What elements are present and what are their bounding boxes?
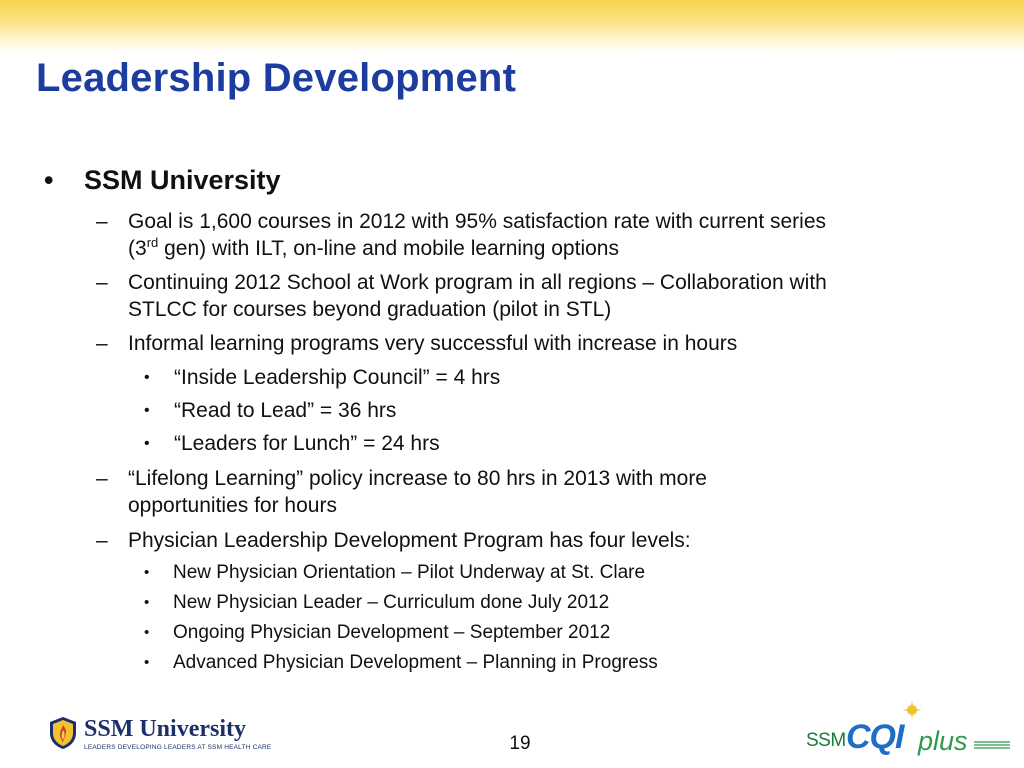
ssm-cqi-plus-logo (806, 700, 1010, 756)
logo-ssm-text: SSM (806, 730, 846, 751)
subbullet-lifelong (96, 465, 996, 519)
informal-item-text: “Leaders for Lunch” = 24 hrs (174, 432, 440, 455)
subbullet-goal (96, 208, 996, 262)
page-number: 19 (509, 733, 531, 754)
subbullet-text: Informal learning programs very successful with increase in hours (128, 332, 738, 355)
bullet-marker: • (144, 402, 150, 419)
bullet-marker: • (144, 654, 150, 671)
subbullet-text (128, 465, 996, 519)
physician-item (144, 561, 645, 585)
logo-tagline: LEADERS DEVELOPING LEADERS AT SSM HEALTH CARE (84, 744, 272, 751)
informal-item-text: “Inside Leadership Council” = 4 hrs (174, 366, 501, 389)
text-line: opportunities for hours (128, 494, 337, 517)
subbullet-informal (96, 330, 996, 357)
physician-item (144, 621, 610, 645)
physician-item-text: Ongoing Physician Development – September 2012 (173, 622, 611, 643)
logo-lines-icon (974, 740, 1010, 750)
bullet-marker: • (144, 435, 150, 452)
physician-item (144, 651, 658, 675)
dash-marker: – (96, 467, 108, 490)
physician-item-text: New Physician Leader – Curriculum done July 2012 (173, 592, 610, 613)
logo-wordmark: SSM University (84, 716, 246, 742)
bullet-marker: • (144, 369, 150, 386)
informal-item-text: “Read to Lead” = 36 hrs (174, 399, 397, 422)
text-line: “Lifelong Learning” policy increase to 80 hrs in 2013 with more (128, 467, 707, 490)
physician-item (144, 591, 609, 615)
slide-title: Leadership Development (36, 56, 517, 100)
text-line: gen) with ILT, on-line and mobile learning options (158, 237, 619, 260)
subbullet-physician (96, 527, 996, 554)
dash-marker: – (96, 529, 108, 552)
subbullet-continuing (96, 269, 996, 323)
bullet-marker: • (144, 564, 150, 581)
sparkle-icon (902, 700, 922, 720)
text-line: Goal is 1,600 courses in 2012 with 95% satisfaction rate with current series (128, 210, 827, 233)
subbullet-text (128, 269, 996, 323)
logo-cqi-text: CQI (846, 718, 904, 756)
superscript: rd (146, 235, 159, 250)
subbullet-text: Physician Leadership Development Program has four levels: (128, 529, 691, 552)
dash-marker: – (96, 210, 108, 233)
text-line: STLCC for courses beyond graduation (pilot in STL) (128, 298, 612, 321)
text-line: (3 (128, 237, 147, 260)
informal-item (144, 397, 396, 424)
dash-marker: – (96, 271, 108, 294)
physician-item-text: New Physician Orientation – Pilot Underway at St. Clare (173, 562, 646, 583)
informal-item (144, 430, 440, 457)
physician-item-text: Advanced Physician Development – Planning in Progress (173, 652, 658, 673)
subbullet-text (128, 208, 996, 262)
ssm-university-logo (48, 716, 272, 756)
bullet-text: SSM University (84, 165, 281, 195)
crest-icon (48, 716, 78, 750)
text-line: Continuing 2012 School at Work program in all regions – Collaboration with (128, 271, 827, 294)
informal-item (144, 364, 500, 391)
bullet-marker: • (144, 594, 150, 611)
bullet-marker: • (144, 624, 150, 641)
dash-marker: – (96, 332, 108, 355)
bullet-marker: • (44, 165, 54, 195)
logo-plus-text: plus (918, 726, 968, 756)
